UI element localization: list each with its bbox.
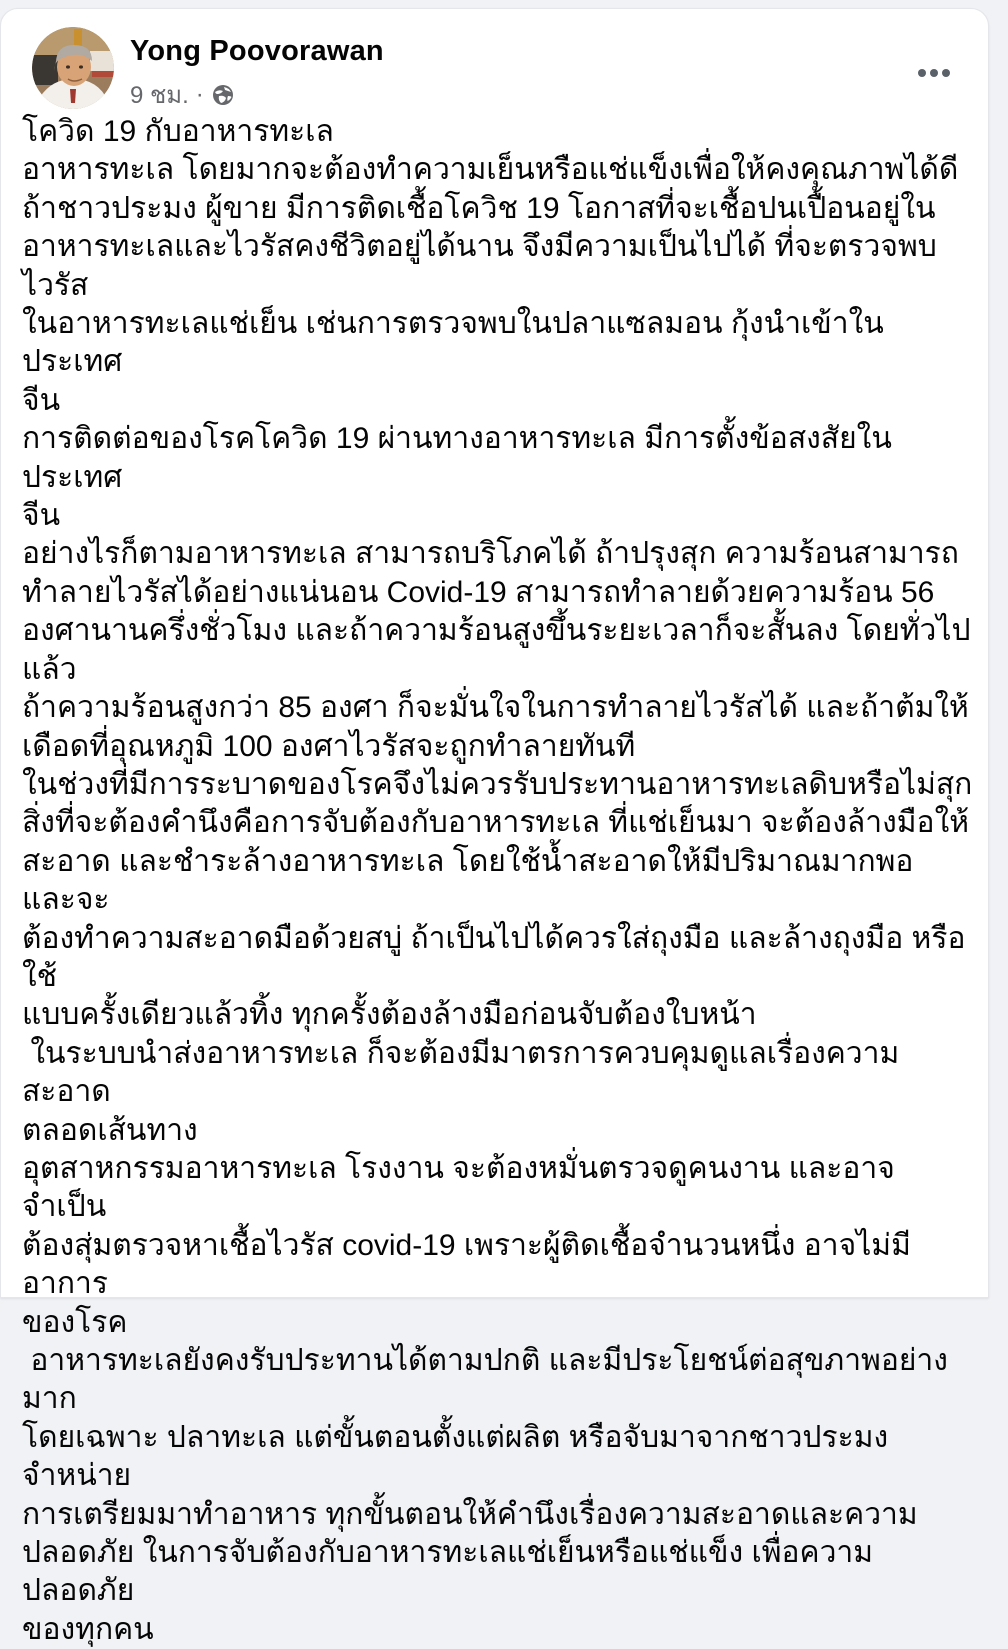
post-text-line: ในอาหารทะเลแช่เย็น เช่นการตรวจพบในปลาแซลมอน กุ้งนำเข้าในประเทศ [22, 307, 884, 379]
post-text-line: ของทุกคน [22, 1612, 154, 1646]
post-text-line: องศานานครึ่งชั่วโมง และถ้าความร้อนสูงขึ้นระยะเวลาก็จะสั้นลง โดยทั่วไปแล้ว [22, 614, 971, 686]
post-text-line: จีน [22, 499, 61, 533]
post-text-line: ในช่วงที่มีการระบาดของโรคจึงไม่ควรรับประทานอาหารทะเลดิบหรือไม่สุก [22, 767, 973, 801]
author-name[interactable]: Yong Poovorawan [130, 35, 384, 67]
post-text-line: อาหารทะเล โดยมากจะต้องทำความเย็นหรือแช่แข็งเพื่อให้คงคุณภาพได้ดี [22, 153, 959, 187]
post-text-line: โควิด 19 กับอาหารทะเล [22, 115, 334, 148]
post-text-line: ถ้าชาวประมง ผู้ขาย มีการติดเชื้อโควิช 19 โอกาสที่จะเชื้อปนเปื้อนอยู่ใน [22, 191, 936, 225]
dot-icon [942, 69, 950, 77]
avatar[interactable] [32, 27, 114, 109]
dot-icon [930, 69, 938, 77]
facebook-post-card [0, 8, 989, 1646]
post-text-line: อย่างไรก็ตามอาหารทะเล สามารถบริโภคได้ ถ้าปรุงสุก ความร้อนสามารถ [22, 537, 959, 571]
post-text-line: สะอาด และชำระล้างอาหารทะเล โดยใช้น้ำสะอาดให้มีปริมาณมากพอ และจะ [22, 844, 922, 917]
profile-photo [32, 27, 114, 109]
post-text-line: แบบครั้งเดียวแล้วทิ้ง ทุกครั้งต้องล้างมือก่อนจับต้องใบหน้า [22, 998, 757, 1032]
dot-separator: · [195, 80, 204, 108]
dot-icon [918, 69, 926, 77]
timestamp[interactable]: 9 ชม. [130, 82, 189, 109]
post-text-line: ต้องทำความสะอาดมือด้วยสบู่ ถ้าเป็นไปได้ควรใส่ถุงมือ และล้างถุงมือ หรือใช้ [22, 921, 966, 993]
post-text [22, 113, 974, 1649]
globe-public-icon [211, 83, 235, 107]
post-text-line: จีน [22, 383, 61, 417]
post-text-line: ถ้าความร้อนสูงกว่า 85 องศา ก็จะมั่นใจในการทำลายไวรัสได้ และถ้าต้มให้ [22, 691, 969, 725]
post-text-line: โดยเฉพาะ ปลาทะเล แต่ขั้นตอนตั้งแต่ผลิต หรือจับมาจากชาวประมง จำหน่าย [22, 1420, 897, 1493]
more-options-button[interactable] [906, 53, 962, 93]
post-text-line: ตลอดเส้นทาง [22, 1113, 198, 1147]
post-text-line: อาหารทะเลและไวรัสคงชีวิตอยู่ได้นาน จึงมีความเป็นไปได้ ที่จะตรวจพบไวรัส [22, 230, 937, 302]
post-text-line: ทำลายไวรัสได้อย่างแน่นอน Covid-19 สามารถทำลายด้วยความร้อน 56 [22, 575, 935, 609]
post-meta [130, 75, 235, 114]
post-text-line: ปลอดภัย ในการจับต้องกับอาหารทะเลแช่เย็นหรือแช่แข็ง เพื่อความปลอดภัย [22, 1536, 874, 1608]
post-text-line: การติดต่อของโรคโควิด 19 ผ่านทางอาหารทะเล มีการตั้งข้อสงสัยในประเทศ [22, 422, 892, 494]
post-text-line: สิ่งที่จะต้องคำนึงคือการจับต้องกับอาหารทะเล ที่แช่เย็นมา จะต้องล้างมือให้ [22, 806, 969, 840]
post-text-line: ของโรค [22, 1305, 128, 1339]
post-text-line: เดือดที่อุณหภูมิ 100 องศาไวรัสจะถูกทำลายทันที [22, 729, 636, 763]
post-text-line: อาหารทะเลยังคงรับประทานได้ตามปกติ และมีประโยชน์ต่อสุขภาพอย่างมาก [22, 1344, 948, 1416]
post-text-line: การเตรียมมาทำอาหาร ทุกขั้นตอนให้คำนึงเรื่องความสะอาดและความ [22, 1497, 918, 1531]
post-text-line: อุตสาหกรรมอาหารทะเล โรงงาน จะต้องหมั่นตรวจดูคนงาน และอาจจำเป็น [22, 1151, 895, 1224]
post-text-line: ต้องสุ่มตรวจหาเชื้อไวรัส covid-19 เพราะผู้ติดเชื้อจำนวนหนึ่ง อาจไม่มีอาการ [22, 1228, 911, 1301]
post-text-line: ในระบบนำส่งอาหารทะเล ก็จะต้องมีมาตรการควบคุมดูแลเรื่องความสะอาด [22, 1036, 900, 1109]
